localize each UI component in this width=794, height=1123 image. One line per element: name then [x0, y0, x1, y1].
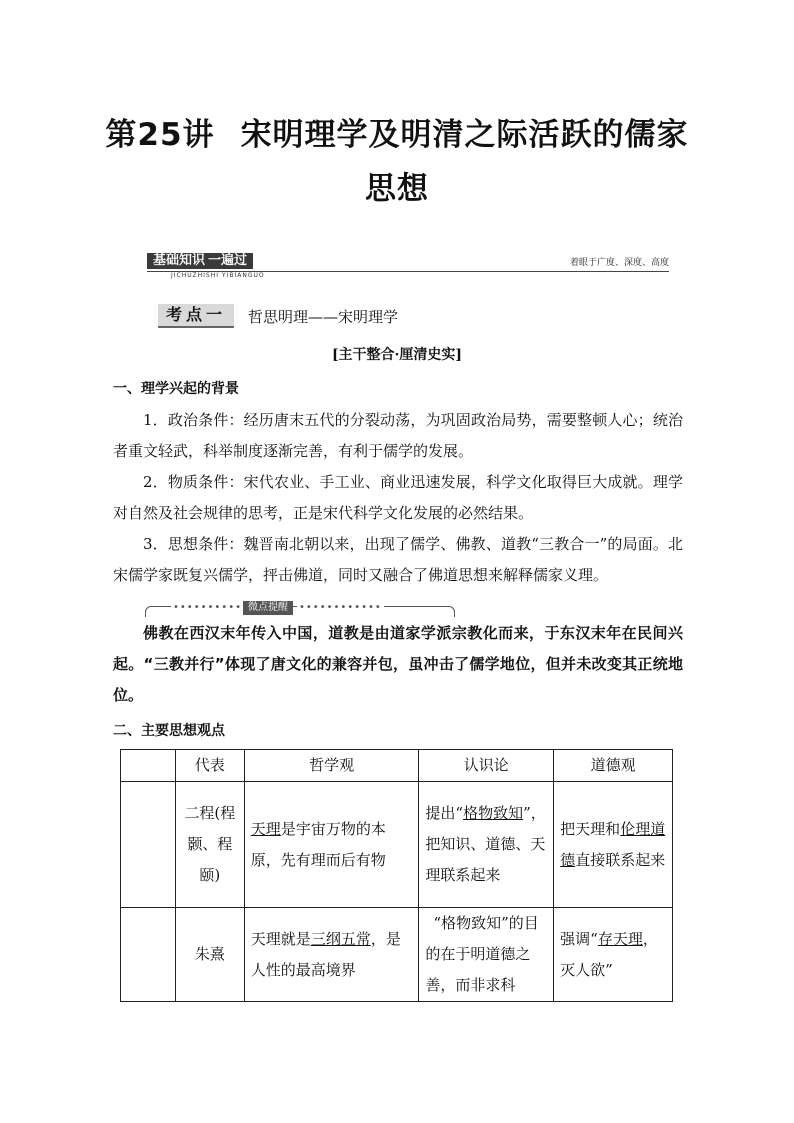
banner-pinyin: JICHUZHISHI YIBIANGUO: [171, 272, 265, 279]
tip-header: [145, 598, 455, 618]
lecture-number: 第25讲: [105, 117, 215, 153]
section-banner: [147, 253, 669, 277]
table-header-cell: 道德观: [554, 750, 673, 782]
subheading: [主干整合·厘清史实]: [331, 347, 463, 363]
paragraph-material: 2．物质条件：宋代农业、手工业、商业迅速发展，科学文化取得巨大成就。理学对自然及社会规律的思考，正是宋代科学文化发展的必然结果。: [113, 473, 683, 522]
topic-title: 哲思明理——宋明理学: [248, 307, 399, 326]
page-title: [100, 108, 694, 216]
table-cell-phil: 天理是宇宙万物的本原，先有理而后有物: [244, 782, 419, 908]
topic-tag: 考点一: [158, 304, 234, 328]
paragraph-ideological: 3．思想条件：魏晋南北朝以来，出现了儒学、佛教、道教“三教合一”的局面。北宋儒学家既复兴儒学，抨击佛道，同时又融合了佛道思想来解释儒家义理。: [113, 535, 683, 584]
section-heading-background: 一、理学兴起的背景: [113, 381, 239, 397]
tip-dots-right: ••••••••••••: [299, 602, 382, 613]
table-header-cell: 哲学观: [244, 750, 419, 782]
table-cell: [121, 908, 176, 1002]
table-cell-moral: 强调“存天理，灭人欲”: [554, 908, 673, 1002]
tip-text: 佛教在西汉末年传入中国，道教是由道家学派宗教化而来，于东汉末年在民间兴起。“三教并行”体现了唐文化的兼容并包，虽冲击了儒学地位，但并未改变其正统地位。: [113, 624, 683, 704]
table-header-row: [121, 750, 673, 782]
topic-heading: [158, 304, 398, 328]
tip-label: 微点提醒: [243, 601, 293, 615]
banner-slogan: 着眼于广度、深度、高度: [569, 258, 669, 268]
table-cell-rep: 朱熹: [175, 908, 244, 1002]
tip-dots-left: ••••••••••: [173, 602, 242, 613]
table-cell-phil: 天理就是三纲五常，是人性的最高境界: [244, 908, 419, 1002]
paragraph-political: 1．政治条件：经历唐末五代的分裂动荡，为巩固政治局势，需要整顿人心；统治者重文轻武，科举制度逐渐完善，有利于儒学的发展。: [113, 411, 683, 460]
table-cell: [121, 782, 176, 908]
table-header-cell: 认识论: [419, 750, 554, 782]
table-header-cell: 代表: [175, 750, 244, 782]
lecture-title: 宋明理学及明清之际活跃的儒家思想: [240, 117, 689, 207]
table-header-cell: [121, 750, 176, 782]
table-cell-moral: 把天理和伦理道德直接联系起来: [554, 782, 673, 908]
thoughts-table: [120, 749, 673, 1002]
banner-tag: 基础知识 一遍过: [147, 253, 253, 269]
table-row: [121, 908, 673, 1002]
table-cell-epis: “格物致知”的目的在于明道德之善，而非求科: [419, 908, 554, 1002]
table-row: [121, 782, 673, 908]
table-cell-rep: 二程(程颢、程颐): [175, 782, 244, 908]
table-cell-epis: 提出“格物致知”，把知识、道德、天理联系起来: [419, 782, 554, 908]
section-heading-views: 二、主要思想观点: [113, 723, 225, 739]
